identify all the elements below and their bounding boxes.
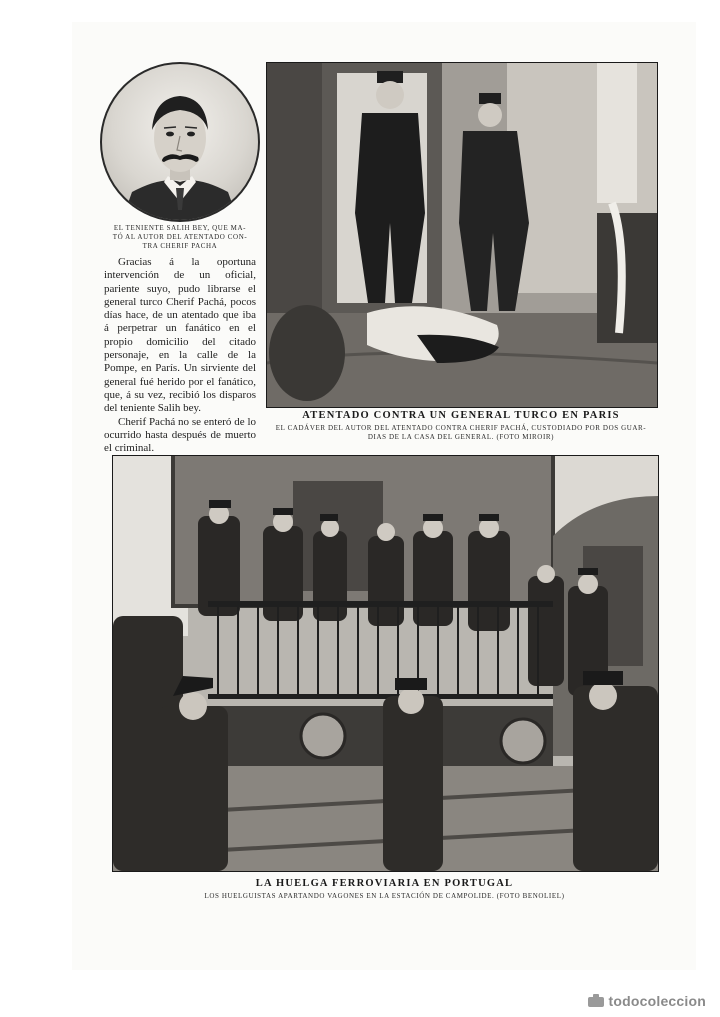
photo-top-caption-line-1: EL CADÁVER DEL AUTOR DEL ATENTADO CONTRA CHERIF PACHÁ, CUSTODIADO POR DOS GUAR- [275, 424, 647, 432]
portrait-illustration [102, 64, 258, 220]
photo-attack-scene [266, 62, 658, 408]
photo-railway-strike [112, 455, 659, 872]
article-text [104, 256, 256, 455]
photo-top-title: ATENTADO CONTRA UN GENERAL TURCO EN PARIS [302, 410, 620, 421]
watermark [587, 993, 707, 1009]
portrait-caption-line-1: EL TENIENTE SALIH BEY, QUE MA- [113, 224, 247, 232]
photo-top-caption-line-2: DIAS DE LA CASA DEL GENERAL. (FOTO MIROIR) [367, 433, 555, 441]
photo-attack-illustration [267, 63, 657, 407]
portrait-caption [104, 224, 256, 251]
photo-bottom-title: LA HUELGA FERROVIARIA EN PORTUGAL [255, 878, 514, 889]
photo-bottom-caption: LOS HUELGUISTAS APARTANDO VAGONES EN LA ESTACIÓN DE CAMPOLIDE. (FOTO BENOLIEL) [204, 892, 565, 900]
portrait-caption-line-2: TÓ AL AUTOR DEL ATENTADO CON- [112, 233, 248, 241]
portrait-caption-line-3: TRA CHERIF PACHA [142, 242, 218, 250]
watermark-logo-icon [587, 994, 605, 1008]
photo-strike-illustration [113, 456, 658, 871]
article-paragraph-2: Cherif Pachá no se enteró de lo ocurrido hasta después de muerto el criminal. [104, 415, 256, 455]
photo-top-caption [262, 424, 660, 442]
article-paragraph-1: Gracias á la oportuna intervención de un oficial, pariente suyo, pudo librarse el general turco Cherif Pachá, pocos días hace, de un atentado que iba á perpetrar un fanático en el propio domicilio del citado personaje, en la calle de la Pompe, en París. Un sirviente del general fué herido por el fanático, que, á su vez, recibió los disparos del teniente Salih bey. [104, 256, 256, 415]
portrait-salih-bey [100, 62, 260, 222]
watermark-text: todocoleccion [608, 993, 706, 1009]
